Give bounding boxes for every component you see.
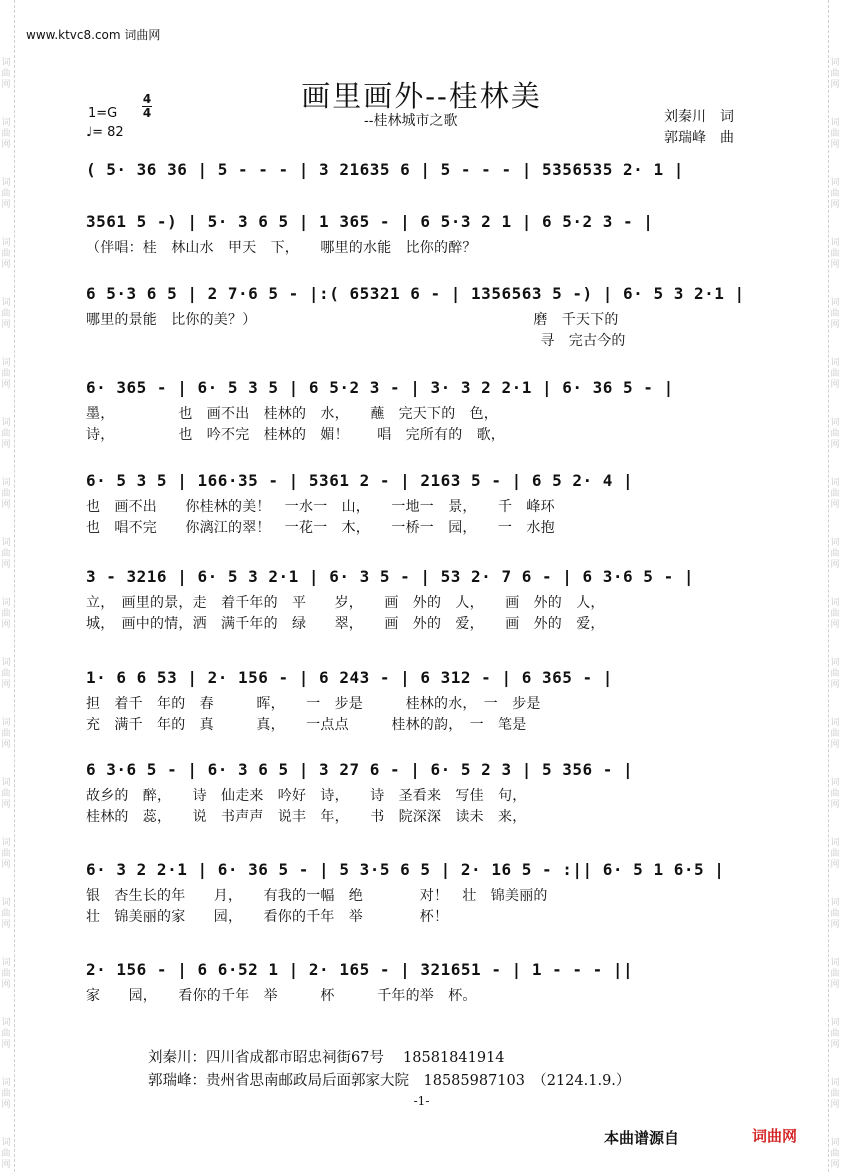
- watermark-text: 词曲网: [830, 898, 840, 930]
- watermark-text: 词曲网: [830, 418, 840, 450]
- lyric-line: 也 唱不完 你漓江的翠！ 一花一 木， 一桥一 园， 一 水抱: [86, 520, 555, 536]
- watermark-text: 词曲网: [1, 778, 11, 810]
- watermark-text: 词曲网: [1, 58, 11, 90]
- watermark-text: 词曲网: [830, 958, 840, 990]
- lyric-line: 寻 完古今的: [86, 333, 626, 349]
- watermark-text: 词曲网: [830, 1078, 840, 1110]
- watermark-text: 词曲网: [830, 118, 840, 150]
- notation-line: 6 5·3 6 5 | 2 7·6 5 - |:( 65321 6 - | 1356563 5 -) | 6· 5 3 2·1 |: [86, 284, 745, 303]
- song-subtitle: --桂林城市之歌: [364, 113, 458, 129]
- watermark-text: 词曲网: [830, 1018, 840, 1050]
- notation-line: 2· 156 - | 6 6·52 1 | 2· 165 - | 321651 - | 1 - - - ||: [86, 960, 634, 979]
- watermark-text: 词曲网: [1, 958, 11, 990]
- notation-line: 3 - 3216 | 6· 5 3 2·1 | 6· 3 5 - | 53 2· 7 6 - | 6 3·6 5 - |: [86, 567, 694, 586]
- watermark-text: 词曲网: [830, 238, 840, 270]
- page-number: -1-: [413, 1094, 430, 1108]
- lyric-line: 故乡的 醉， 诗 仙走来 吟好 诗， 诗 圣看来 写佳 句，: [86, 788, 527, 804]
- time-signature: [142, 93, 152, 120]
- lyric-line: 城， 画中的情，洒 满千年的 绿 翠， 画 外的 爱， 画 外的 爱，: [86, 616, 605, 632]
- watermark-text: 词曲网: [830, 178, 840, 210]
- left-watermark-strip: [0, 0, 14, 1172]
- left-margin-line: [14, 0, 15, 1172]
- watermark-text: 词曲网: [1, 298, 11, 330]
- watermark-text: 词曲网: [830, 838, 840, 870]
- watermark-text: 词曲网: [1, 1138, 11, 1170]
- notation-line: 6· 365 - | 6· 5 3 5 | 6 5·2 3 - | 3· 3 2 2·1 | 6· 36 5 - |: [86, 378, 674, 397]
- composer-credit: 郭瑞峰 曲: [664, 130, 734, 146]
- right-margin-line: [828, 0, 829, 1172]
- lyric-line: 墨， 也 画不出 桂林的 水， 蘸 完天下的 色，: [86, 406, 498, 422]
- watermark-text: 词曲网: [1, 178, 11, 210]
- watermark-text: 词曲网: [830, 1138, 840, 1170]
- watermark-text: 词曲网: [1, 598, 11, 630]
- watermark-text: 词曲网: [830, 478, 840, 510]
- notation-line: 6· 3 2 2·1 | 6· 36 5 - | 5 3·5 6 5 | 2· 16 5 - :|| 6· 5 1 6·5 |: [86, 860, 725, 879]
- lyricist-credit: 刘秦川 词: [664, 109, 734, 125]
- watermark-text: 词曲网: [830, 658, 840, 690]
- lyric-line: 担 着千 年的 春 晖， 一 步是 桂林的水， 一 步是: [86, 696, 541, 712]
- watermark-text: 词曲网: [1, 1078, 11, 1110]
- notation-line: 1· 6 6 53 | 2· 156 - | 6 243 - | 6 312 - | 6 365 - |: [86, 668, 613, 687]
- lyric-line: 哪里的景能 比你的美？） 磨 千天下的: [86, 312, 619, 328]
- watermark-text: 词曲网: [1, 1018, 11, 1050]
- notation-line: 6 3·6 5 - | 6· 3 6 5 | 3 27 6 - | 6· 5 2 3 | 5 356 - |: [86, 760, 634, 779]
- watermark-text: 词曲网: [830, 538, 840, 570]
- watermark-text: 词曲网: [830, 718, 840, 750]
- watermark-text: 词曲网: [1, 658, 11, 690]
- time-signature-bottom: 4: [142, 106, 152, 120]
- lyric-line: （伴唱：桂 林山水 甲天 下， 哪里的水能 比你的醉？: [86, 240, 477, 256]
- watermark-text: 词曲网: [1, 718, 11, 750]
- watermark-text: 词曲网: [1, 238, 11, 270]
- watermark-text: 词曲网: [830, 598, 840, 630]
- site-url[interactable]: www.ktvc8.com 词曲网: [26, 28, 161, 42]
- lyric-line: 也 画不出 你桂林的美！ 一水一 山， 一地一 景， 千 峰环: [86, 499, 555, 515]
- watermark-text: 词曲网: [1, 418, 11, 450]
- notation-line: 6· 5 3 5 | 166·35 - | 5361 2 - | 2163 5 - | 6 5 2· 4 |: [86, 471, 634, 490]
- watermark-text: 词曲网: [1, 118, 11, 150]
- brand-link[interactable]: 词曲网: [752, 1127, 798, 1145]
- lyric-line: 银 杏生长的年 月， 有我的一幅 绝 对！ 壮 锦美丽的: [86, 888, 548, 904]
- watermark-text: 词曲网: [1, 358, 11, 390]
- watermark-text: 词曲网: [830, 58, 840, 90]
- watermark-text: 词曲网: [1, 478, 11, 510]
- song-title: 画里画外--桂林美: [301, 79, 542, 113]
- watermark-text: 词曲网: [1, 838, 11, 870]
- watermark-text: 词曲网: [1, 898, 11, 930]
- contact-composer: 郭瑞峰：贵州省思南邮政局后面郭家大院 18585987103 （2124.1.9.）: [148, 1073, 631, 1089]
- lyric-line: 诗， 也 吟不完 桂林的 媚！ 唱 完所有的 歌，: [86, 427, 505, 443]
- watermark-text: 词曲网: [1, 538, 11, 570]
- watermark-text: 词曲网: [830, 298, 840, 330]
- lyric-line: 壮 锦美丽的家 园， 看你的千年 举 杯！: [86, 909, 449, 925]
- lyric-line: 充 满千 年的 真 真， 一点点 桂林的韵， 一 笔是: [86, 717, 527, 733]
- tempo-marking: ♩= 82: [86, 125, 124, 140]
- watermark-text: 词曲网: [830, 358, 840, 390]
- watermark-text: 词曲网: [830, 778, 840, 810]
- source-label: 本曲谱源自: [604, 1129, 680, 1147]
- right-watermark-strip: [829, 0, 843, 1172]
- notation-line: 3561 5 -) | 5· 3 6 5 | 1 365 - | 6 5·3 2 1 | 6 5·2 3 - |: [86, 212, 654, 231]
- notation-line: ( 5· 36 36 | 5 - - - | 3 21635 6 | 5 - - - | 5356535 2· 1 |: [86, 160, 684, 179]
- time-signature-top: 4: [142, 92, 152, 106]
- key-signature: 1=G: [88, 106, 118, 121]
- contact-lyricist: 刘秦川：四川省成都市昭忠祠街67号 18581841914: [148, 1050, 505, 1066]
- lyric-line: 桂林的 蕊， 说 书声声 说丰 年， 书 院深深 读未 来，: [86, 809, 527, 825]
- lyric-line: 家 园， 看你的千年 举 杯 千年的举 杯。: [86, 988, 477, 1004]
- lyric-line: 立， 画里的景，走 着千年的 平 岁， 画 外的 人， 画 外的 人，: [86, 595, 605, 611]
